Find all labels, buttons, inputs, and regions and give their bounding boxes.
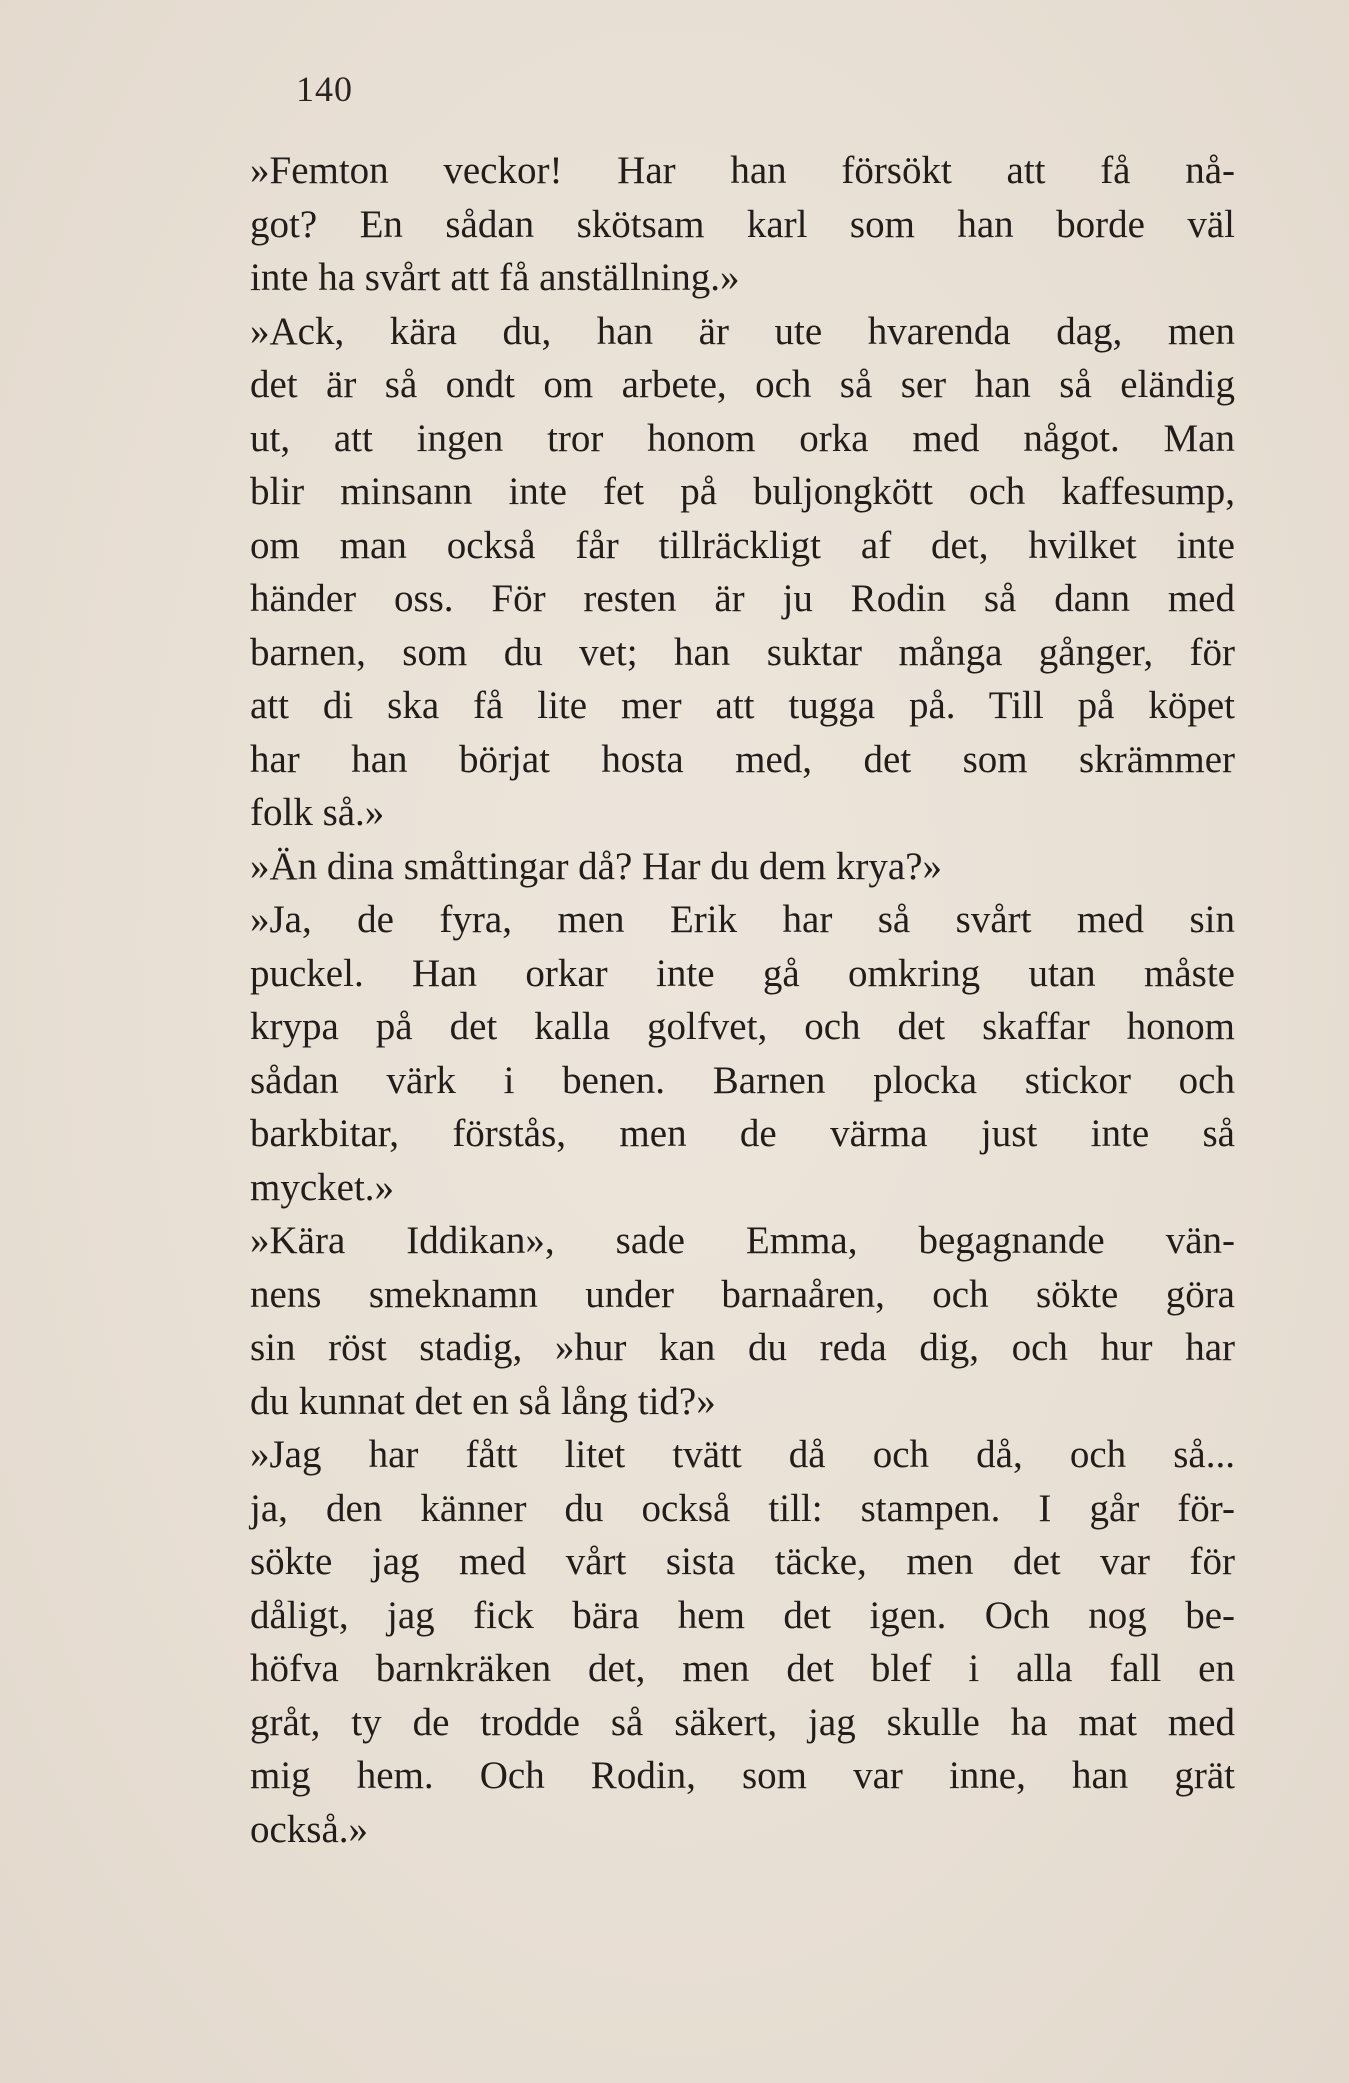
text-line: sin röst stadig, »hur kan du reda dig, och hur har [250, 1326, 1235, 1369]
text-line: att di ska få lite mer att tugga på. Till på köpet [250, 684, 1235, 727]
text-line: »Ack, kära du, han är ute hvarenda dag, men [250, 309, 1235, 353]
text-line: nens smeknamn under barnaåren, och sökte göra [250, 1272, 1235, 1316]
text-line: gråt, ty de trodde så säkert, jag skulle ha mat med [250, 1700, 1235, 1744]
text-line: krypa på det kalla golfvet, och det skaffar honom [250, 1005, 1235, 1048]
text-line: det är så ondt om arbete, och så ser han så eländig [250, 363, 1235, 406]
text-line: puckel. Han orkar inte gå omkring utan måste [250, 951, 1235, 995]
text-line: också.» [250, 1807, 369, 1851]
text-line: sökte jag med vårt sista täcke, men det var för [250, 1540, 1235, 1583]
text-line: got? En sådan skötsam karl som han borde väl [250, 202, 1235, 246]
text-line: blir minsann inte fet på buljongkött och kaffesump, [250, 470, 1235, 513]
text-line: höfva barnkräken det, men det blef i alla fall en [250, 1647, 1235, 1690]
text-line: barnen, som du vet; han suktar många gånger, för [250, 630, 1235, 674]
text-line: »Än dina småttingar då? Har du dem krya?» [250, 844, 943, 888]
text-line: har han börjat hosta med, det som skrämmer [250, 737, 1235, 781]
text-line: barkbitar, förstås, men de värma just inte så [250, 1112, 1235, 1155]
text-line: händer oss. För resten är ju Rodin så dann med [250, 577, 1235, 620]
text-line: ut, att ingen tror honom orka med något. Man [250, 416, 1235, 460]
text-line: sådan värk i benen. Barnen plocka stickor och [250, 1058, 1235, 1102]
text-line: du kunnat det en så lång tid?» [250, 1379, 716, 1423]
text-line: »Ja, de fyra, men Erik har så svårt med sin [250, 898, 1235, 941]
text-line: dåligt, jag fick bära hem det igen. Och nog be- [250, 1593, 1235, 1637]
text-line: mycket.» [250, 1165, 395, 1209]
text-line: »Femton veckor! Har han försökt att få nå- [250, 149, 1235, 192]
text-line: mig hem. Och Rodin, som var inne, han grät [250, 1754, 1235, 1797]
text-line: om man också får tillräckligt af det, hvilket inte [250, 523, 1235, 567]
text-line: »Kära Iddikan», sade Emma, begagnande vän- [250, 1219, 1235, 1262]
page-number: 140 [296, 69, 353, 109]
text-line: folk så.» [250, 791, 385, 834]
text-line: inte ha svårt att få anställning.» [250, 256, 740, 299]
text-line: »Jag har fått litet tvätt då och då, och så... [250, 1433, 1235, 1476]
text-line: ja, den känner du också till: stampen. I går för- [250, 1486, 1235, 1530]
body-text [250, 144, 1235, 1856]
